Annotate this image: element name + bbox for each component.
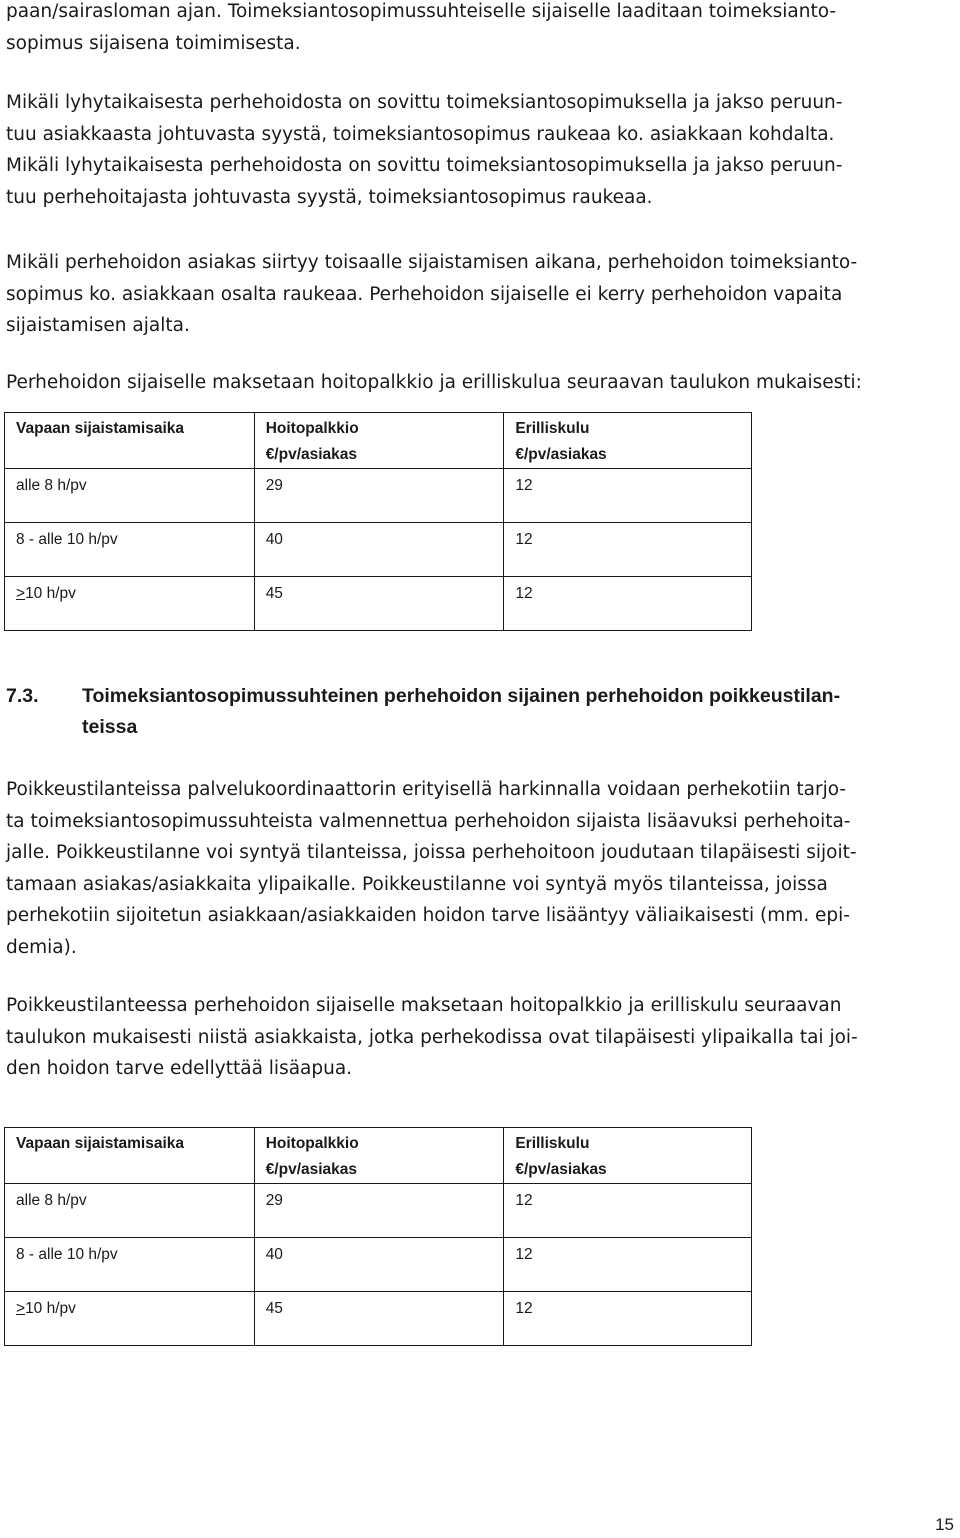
text-line: den hoidon tarve edellyttää lisäapua. — [6, 1058, 353, 1079]
cell-time: alle 8 h/pv — [5, 1184, 255, 1238]
text-line: Poikkeustilanteissa palvelukoordinaattorin erityisellä harkinnalla voidaan perhekotiin tarjo- — [6, 779, 847, 800]
table-row — [5, 469, 752, 523]
cell-expense: 12 — [504, 577, 752, 631]
cell-fee: 40 — [254, 523, 504, 577]
section-title-line: teissa — [82, 716, 138, 738]
cell-expense: 12 — [504, 1238, 752, 1292]
text-line: ta toimeksiantosopimussuhteista valmennettua perhehoidon sijaista lisäavuksi perhehoita- — [6, 810, 851, 832]
text-line: sopimus ko. asiakkaan osalta raukeaa. Perhehoidon sijaiselle ei kerry perhehoidon vapaita — [6, 283, 843, 305]
table-header-row — [5, 1128, 752, 1184]
paragraph-substitute-contract-intro — [6, 0, 956, 59]
header-cell-fee: Hoitopalkkio €/pv/asiakas — [254, 413, 504, 469]
cell-time: >10 h/pv — [5, 577, 255, 631]
text-line: Mikäli lyhytaikaisesta perhehoidosta on sovittu toimeksiantosopimuksella ja jakso peruun- — [6, 92, 843, 113]
text-line: demia). — [6, 936, 77, 958]
table-row — [5, 1238, 752, 1292]
text-line: taulukon mukaisesti niistä asiakkaista, jotka perhekodissa ovat tilapäisesti ylipaikalla tai joi- — [6, 1026, 858, 1048]
header-cell-expense: Erilliskulu €/pv/asiakas — [504, 413, 752, 469]
cell-time: alle 8 h/pv — [5, 469, 255, 523]
paragraph-exceptional-situations — [6, 774, 956, 963]
cell-expense: 12 — [504, 1292, 752, 1346]
text-line: Perhehoidon sijaiselle maksetaan hoitopalkkio ja erilliskulua seuraavan taulukon mukaisesti: — [6, 372, 862, 393]
text-line: sijaistamisen ajalta. — [6, 315, 190, 336]
table-row — [5, 523, 752, 577]
text-line: Mikäli perhehoidon asiakas siirtyy toisaalle sijaistamisen aikana, perhehoidon toimeksianto- — [6, 252, 858, 273]
paragraph-exceptional-fees — [6, 990, 956, 1085]
cell-time: 8 - alle 10 h/pv — [5, 1238, 255, 1292]
cell-fee: 29 — [254, 1184, 504, 1238]
cell-expense: 12 — [504, 523, 752, 577]
cell-expense: 12 — [504, 1184, 752, 1238]
header-cell-fee: Hoitopalkkio €/pv/asiakas — [254, 1128, 504, 1184]
section-title-line: Toimeksiantosopimussuhteinen perhehoidon sijainen perhehoidon poikkeustilan- — [82, 685, 841, 707]
cell-fee: 45 — [254, 1292, 504, 1346]
cell-fee: 29 — [254, 469, 504, 523]
section-title — [82, 681, 956, 743]
text-line: sopimus sijaisena toimimisesta. — [6, 32, 301, 54]
text-line: perhekotiin sijoitetun asiakkaan/asiakkaiden hoidon tarve lisääntyy väliaikaisesti (mm. epi- — [6, 905, 850, 926]
header-cell-time: Vapaan sijaistamisaika — [5, 413, 255, 469]
text-line: tamaan asiakas/asiakkaita ylipaikalle. Poikkeustilanne voi syntyä myös tilanteissa, joissa — [6, 873, 828, 895]
text-line: Poikkeustilanteessa perhehoidon sijaiselle maksetaan hoitopalkkio ja erilliskulu seuraavan — [6, 995, 842, 1016]
text-line: paan/sairasloman ajan. Toimeksiantosopimussuhteiselle sijaiselle laaditaan toimeksianto- — [6, 1, 837, 22]
text-line: tuu asiakkaasta johtuvasta syystä, toimeksiantosopimus raukeaa ko. asiakkaan kohdalta. — [6, 123, 835, 145]
cell-time: >10 h/pv — [5, 1292, 255, 1346]
cell-time: 8 - alle 10 h/pv — [5, 523, 255, 577]
table-row — [5, 577, 752, 631]
exceptional-fee-table — [4, 1127, 752, 1346]
text-line: tuu perhehoitajasta johtuvasta syystä, toimeksiantosopimus raukeaa. — [6, 186, 653, 208]
text-line: Mikäli lyhytaikaisesta perhehoidosta on sovittu toimeksiantosopimuksella ja jakso peruun- — [6, 155, 843, 176]
page-number: 15 — [935, 1515, 954, 1534]
table-header-row — [5, 413, 752, 469]
paragraph-fee-intro — [6, 367, 956, 399]
cell-fee: 40 — [254, 1238, 504, 1292]
cell-fee: 45 — [254, 577, 504, 631]
paragraph-client-transfer — [6, 247, 956, 342]
header-cell-expense: Erilliskulu €/pv/asiakas — [504, 1128, 752, 1184]
table-row — [5, 1292, 752, 1346]
header-cell-time: Vapaan sijaistamisaika — [5, 1128, 255, 1184]
section-number: 7.3. — [6, 685, 39, 707]
cell-expense: 12 — [504, 469, 752, 523]
text-line: jalle. Poikkeustilanne voi syntyä tilanteissa, joissa perhehoitoon joudutaan tilapäisesti sijoit- — [6, 842, 857, 863]
fee-table — [4, 412, 752, 631]
paragraph-short-term-cancellation — [6, 87, 956, 213]
table-row — [5, 1184, 752, 1238]
